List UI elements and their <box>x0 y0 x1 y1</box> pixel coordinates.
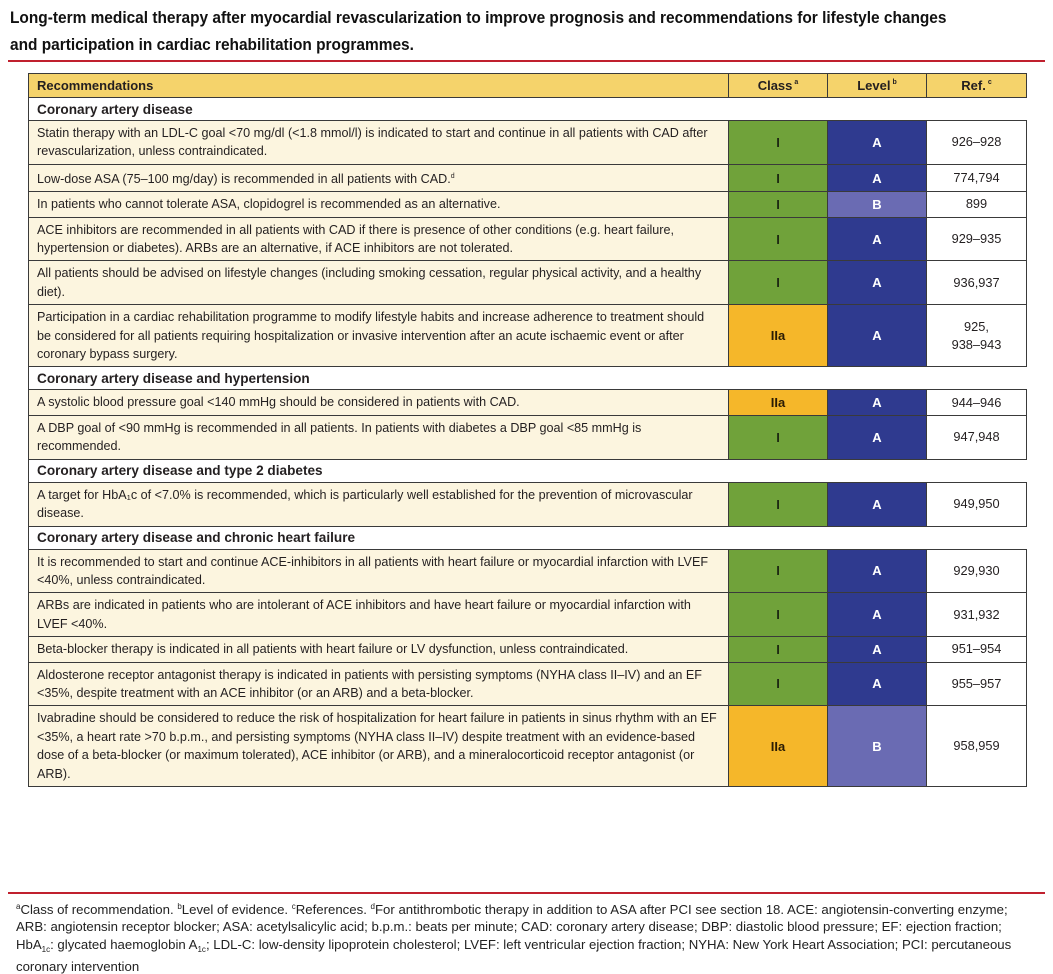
footnote-hba-def: : glycated haemoglobin A <box>50 936 198 952</box>
recommendation-row <box>29 637 1027 662</box>
reference-value-continued: 938–943 <box>951 336 1002 352</box>
reference-value: 929,930 <box>953 562 1000 578</box>
class-badge: I <box>729 121 828 165</box>
recommendation-footnote-mark: d <box>450 172 455 180</box>
recommendation-row <box>29 390 1027 415</box>
recommendation-row <box>29 217 1027 261</box>
class-badge: I <box>729 549 828 593</box>
footnote-c: References. <box>295 902 367 917</box>
footnote-a: Class of recommendation. <box>20 902 174 917</box>
header-ref-footnote-mark: c <box>987 79 992 86</box>
recommendation-row <box>29 305 1027 367</box>
recommendation-text-cell <box>29 549 729 593</box>
reference-value: 949,950 <box>953 496 1000 512</box>
recommendation-text: Statin therapy with an LDL-C goal <70 mg/dl (<1.8 mmol/l) is indicated to start and continue in all patients with CAD after revascularization, unless contraindicated. <box>37 126 708 159</box>
level-badge: B <box>828 192 927 217</box>
recommendation-text: Beta-blocker therapy is indicated in all patients with heart failure or LV dysfunction, unless contraindicated. <box>37 642 629 657</box>
reference-cell <box>927 637 1027 662</box>
table-body <box>29 98 1027 787</box>
level-badge: A <box>828 549 927 593</box>
level-badge: A <box>828 637 927 662</box>
reference-cell <box>927 482 1027 526</box>
section-heading: Coronary artery disease and type 2 diabetes <box>29 459 729 482</box>
class-badge: I <box>729 593 828 637</box>
reference-value: 958,959 <box>953 738 1000 754</box>
recommendation-text: A target for HbA₁c of <7.0% is recommended, which is particularly well established for the prevention of microvascular disease. <box>37 487 693 521</box>
footnotes <box>16 898 1038 974</box>
class-badge: I <box>729 637 828 662</box>
header-level <box>828 74 927 98</box>
class-badge: IIa <box>729 305 828 367</box>
recommendation-text: All patients should be advised on lifestyle changes (including smoking cessation, regular physical activity, and a healthy diet). <box>37 266 702 299</box>
header-level-label: Level <box>857 78 891 93</box>
level-badge: A <box>828 415 927 459</box>
footnote-hba-def-sub: 1c <box>197 944 206 954</box>
reference-value: 951–954 <box>951 641 1002 657</box>
class-badge: IIa <box>729 390 828 415</box>
reference-value: 947,948 <box>953 429 1000 445</box>
recommendation-row <box>29 706 1027 787</box>
title-divider <box>8 60 1045 62</box>
recommendation-text-cell <box>29 121 729 165</box>
header-level-footnote-mark: b <box>892 79 897 86</box>
class-badge: IIa <box>729 706 828 787</box>
table-header-row <box>29 74 1027 98</box>
class-badge: I <box>729 164 828 191</box>
recommendation-row <box>29 662 1027 706</box>
recommendation-row <box>29 549 1027 593</box>
recommendation-text-cell <box>29 217 729 261</box>
footnote-mark-a: a <box>16 902 21 911</box>
level-badge: A <box>828 593 927 637</box>
reference-value: 925, <box>964 318 989 334</box>
recommendation-text: It is recommended to start and continue ACE-inhibitors in all patients with heart failure or myocardial infarction with LVEF <40%, unless contraindicated. <box>37 554 709 587</box>
section-heading-spacer <box>729 367 1027 390</box>
header-class <box>729 74 828 98</box>
reference-cell <box>927 305 1027 367</box>
recommendation-row <box>29 164 1027 191</box>
reference-value: 929–935 <box>951 231 1002 247</box>
section-heading: Coronary artery disease and chronic heart failure <box>29 526 729 549</box>
recommendation-row <box>29 415 1027 459</box>
level-badge: B <box>828 706 927 787</box>
reference-cell <box>927 217 1027 261</box>
recommendation-text-cell <box>29 415 729 459</box>
section-heading: Coronary artery disease <box>29 98 729 121</box>
reference-value: 926–928 <box>951 134 1002 150</box>
footnote-hba-label: HbA <box>16 936 42 952</box>
reference-cell <box>927 593 1027 637</box>
footnote-b: Level of evidence. <box>181 902 289 917</box>
section-header-row <box>29 367 1027 390</box>
recommendation-row <box>29 192 1027 217</box>
reference-cell <box>927 121 1027 165</box>
header-ref <box>927 74 1027 98</box>
section-header-row <box>29 98 1027 121</box>
reference-value: 774,794 <box>953 170 1000 186</box>
recommendation-text: A DBP goal of <90 mmHg is recommended in all patients. In patients with diabetes a DBP goal <85 mmHg is recommended. <box>37 420 642 454</box>
section-heading: Coronary artery disease and hypertension <box>29 367 729 390</box>
recommendation-text: Low-dose ASA (75–100 mg/day) is recommended in all patients with CAD. <box>37 171 451 186</box>
recommendation-text: Aldosterone receptor antagonist therapy is indicated in patients with persisting symptoms (NYHA class II–IV) and an EF <35%, despite treatment with an ACE inhibitor (or an ARB) and a beta-blocker. <box>37 667 702 700</box>
footnote-hba-sub: 1c <box>41 944 51 954</box>
section-header-row <box>29 526 1027 549</box>
section-header-row <box>29 459 1027 482</box>
reference-cell <box>927 415 1027 459</box>
class-badge: I <box>729 217 828 261</box>
level-badge: A <box>828 662 927 706</box>
reference-value: 936,937 <box>953 274 1000 290</box>
footnote-mark-c: c <box>291 902 296 911</box>
recommendation-text-cell <box>29 261 729 305</box>
level-badge: A <box>828 164 927 191</box>
reference-value: 899 <box>965 196 988 212</box>
class-badge: I <box>729 261 828 305</box>
recommendation-text-cell <box>29 390 729 415</box>
section-heading-spacer <box>729 98 1027 121</box>
reference-value: 944–946 <box>951 394 1002 410</box>
level-badge: A <box>828 305 927 367</box>
class-badge: I <box>729 192 828 217</box>
footnote-mark-d: d <box>370 902 375 911</box>
reference-value: 931,932 <box>953 606 1000 622</box>
section-heading-spacer <box>729 526 1027 549</box>
recommendation-text-cell <box>29 192 729 217</box>
level-badge: A <box>828 482 927 526</box>
reference-value: 955–957 <box>951 675 1002 691</box>
header-class-footnote-mark: a <box>794 79 799 86</box>
recommendation-text-cell <box>29 593 729 637</box>
level-badge: A <box>828 217 927 261</box>
class-badge: I <box>729 662 828 706</box>
recommendations-table <box>28 73 1027 787</box>
recommendation-text-cell <box>29 662 729 706</box>
recommendation-row <box>29 593 1027 637</box>
header-recommendations: Recommendations <box>29 74 729 98</box>
recommendation-text-cell <box>29 637 729 662</box>
footnote-rest: ; LDL-C: low-density lipoprotein cholesterol; LVEF: left ventricular ejection fraction; NYHA: New York Heart Association; PCI: percutaneous coronary intervention <box>16 936 1012 974</box>
level-badge: A <box>828 390 927 415</box>
recommendation-row <box>29 121 1027 165</box>
reference-cell <box>927 706 1027 787</box>
reference-cell <box>927 662 1027 706</box>
class-badge: I <box>729 415 828 459</box>
level-badge: A <box>828 261 927 305</box>
footnote-mark-b: b <box>177 902 182 911</box>
section-heading-spacer <box>729 459 1027 482</box>
recommendation-row <box>29 482 1027 526</box>
class-badge: I <box>729 482 828 526</box>
level-badge: A <box>828 121 927 165</box>
reference-cell <box>927 549 1027 593</box>
recommendation-text: A systolic blood pressure goal <140 mmHg should be considered in patients with CAD. <box>37 395 520 410</box>
reference-cell <box>927 192 1027 217</box>
footnote-divider <box>8 892 1045 894</box>
recommendation-text: Participation in a cardiac rehabilitation programme to modify lifestyle habits and increase adherence to treatment should be considered for all patients requiring hospitalization or invasive intervention after an acute ischaemic event or after coronary bypass surgery. <box>37 310 705 362</box>
table-title: Long-term medical therapy after myocardial revascularization to improve prognosis and recommendations for lifestyle changes and participation in cardiac rehabilitation programmes. <box>10 8 947 54</box>
recommendation-text: Ivabradine should be considered to reduce the risk of hospitalization for heart failure in patients in sinus rhythm with an EF <35%, a heart rate >70 b.p.m., and persisting symptoms (NYHA class II–IV) despite treatment with an evidence-based dose of a beta-blocker (or maximum tolerated), ACE inhibitor (or ARB), and a mineralocorticoid receptor antagonist (or ARB). <box>37 711 717 781</box>
recommendation-text-cell <box>29 305 729 367</box>
reference-cell <box>927 164 1027 191</box>
header-class-label: Class <box>757 78 793 93</box>
reference-cell <box>927 390 1027 415</box>
reference-cell <box>927 261 1027 305</box>
recommendation-text-cell <box>29 706 729 787</box>
recommendation-text: ACE inhibitors are recommended in all patients with CAD if there is presence of other conditions (e.g. heart failure, hypertension or diabetes). ARBs are an alternative, if ACE inhibitors are not tolerated. <box>37 222 674 256</box>
recommendation-text: In patients who cannot tolerate ASA, clopidogrel is recommended as an alternative. <box>37 197 501 212</box>
recommendation-text-cell <box>29 164 729 191</box>
recommendation-text-cell <box>29 482 729 526</box>
recommendation-row <box>29 261 1027 305</box>
recommendation-text: ARBs are indicated in patients who are intolerant of ACE inhibitors and have heart failure or myocardial infarction with LVEF <40%. <box>37 598 691 631</box>
footnote-d: For antithrombotic therapy in addition to ASA after PCI see section 18. ACE: angiotensin-converting enzyme; ARB: angiotensin receptor blocker; ASA: acetylsalicylic acid; b.p.m.: beats per minute; CAD: coronary artery disease; DBP: diastolic blood pressure; EF: ejection fraction; <box>16 902 1008 935</box>
header-ref-label: Ref. <box>961 78 986 93</box>
